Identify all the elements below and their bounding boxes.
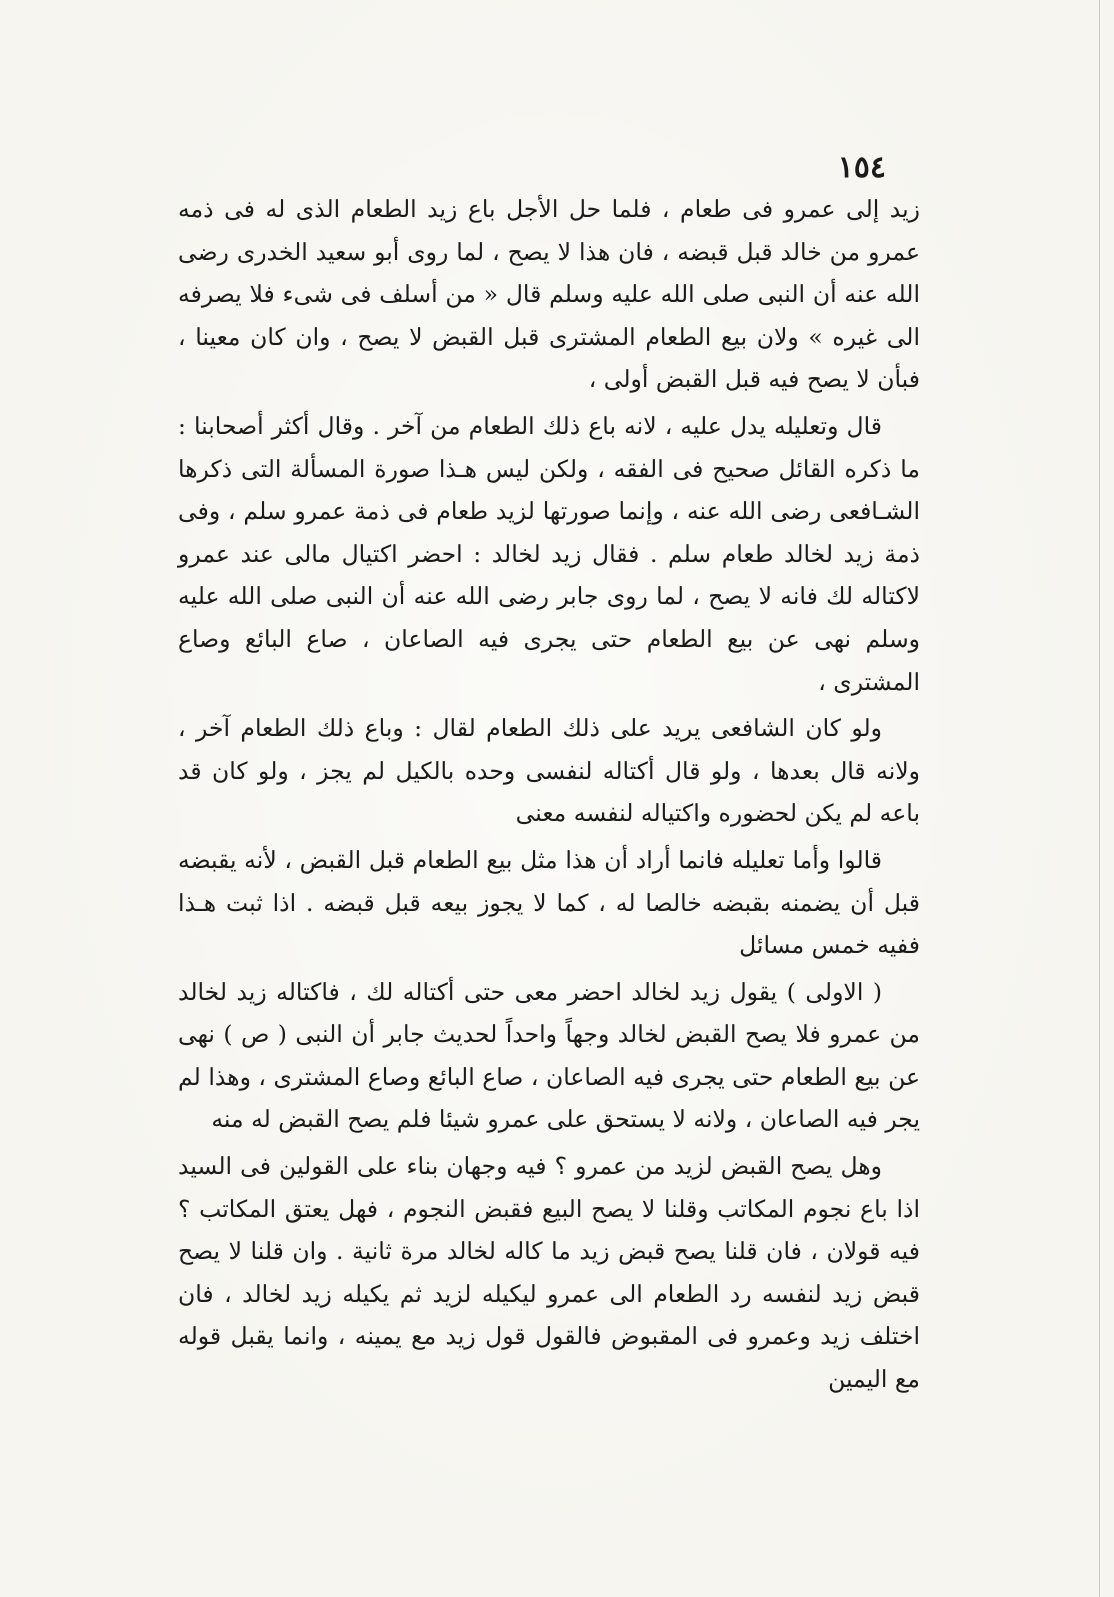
paragraph-3: ولو كان الشافعى يريد على ذلك الطعام لقال : وباع ذلك الطعام آخر ، ولانه قال بعدها ، ولو قال أكتاله لنفسى وحده بالكيل لم يجز ، ولو كان قد باعه لم يكن لحضوره واكتياله لنفسه معنى bbox=[178, 714, 920, 828]
paragraph-6: وهل يصح القبض لزيد من عمرو ؟ فيه وجهان بناء على القولين فى السيد اذا باع نجوم المكاتب وقلنا لا يصح البيع فقبض النجوم ، فهل يعتق المكاتب ؟ فيه قولان ، فان قلنا يصح قبض زيد ما كاله لخالد مرة ثانية . وان قلنا لا يصح قبض زيد لنفسه رد الطعام الى عمرو ليكيله لزيد ثم يكيله زيد لخالد ، فان اختلف زيد وعمرو فى المقبوض فالقول قول زيد مع يمينه ، وانما يقبل قوله مع اليمين bbox=[178, 1152, 920, 1394]
paragraph-1: زيد إلى عمرو فى طعام ، فلما حل الأجل باع زيد الطعام الذى له فى ذمه عمرو من خالد قبل قبضه ، فان هذا لا يصح ، لما روى أبو سعيد الخدرى رضى الله عنه أن النبى صلى الله عليه وسلم قال « من أسلف فى شىء فلا يصرفه الى غيره » ولان بيع الطعام المشترى قبل القبض لا يصح ، وان كان معينا ، فبأن لا يصح فيه قبل القبض أولى ، bbox=[178, 195, 920, 394]
body-text bbox=[178, 188, 920, 1401]
page-number: ١٥٤ bbox=[837, 150, 886, 185]
page-edge-line bbox=[1099, 0, 1100, 1597]
paragraph-4: قالوا وأما تعليله فانما أراد أن هذا مثل بيع الطعام قبل القبض ، لأنه يقبضه قبل أن يضمنه بقبضه خالصا له ، كما لا يجوز بيعه قبل قبضه . اذا ثبت هـذا ففيه خمس مسائل bbox=[178, 845, 920, 960]
paragraph-5: ( الاولى ) يقول زيد لخالد احضر معى حتى أكتاله لك ، فاكتاله زيد لخالد من عمرو فلا يصح القبض لخالد وجهاً واحداً لحديث جابر أن النبى ( ص ) نهى عن بيع الطعام حتى يجرى فيه الصاعان ، صاع البائع وصاع المشترى ، وهذا لم يجر فيه الصاعان ، ولانه لا يستحق على عمرو شيئا فلم يصح القبض له منه bbox=[178, 977, 920, 1134]
paragraph-2: قال وتعليله يدل عليه ، لانه باع ذلك الطعام من آخر . وقال أكثر أصحابنا : ما ذكره القائل صحيح فى الفقه ، ولكن ليس هـذا صورة المسألة التى ذكرها الشـافعى رضى الله عنه ، وإنما صورتها لزيد طعام فى ذمة عمرو سلم ، وفى ذمة زيد لخالد طعام سلم . فقال زيد لخالد : احضر اكتيال مالى عند عمرو لاكتاله لك فانه لا يصح ، لما روى جابر رضى الله عنه أن النبى صلى الله عليه وسلم نهى عن بيع الطعام حتى يجرى فيه الصاعان ، صاع البائع وصاع المشترى ، bbox=[178, 411, 920, 696]
